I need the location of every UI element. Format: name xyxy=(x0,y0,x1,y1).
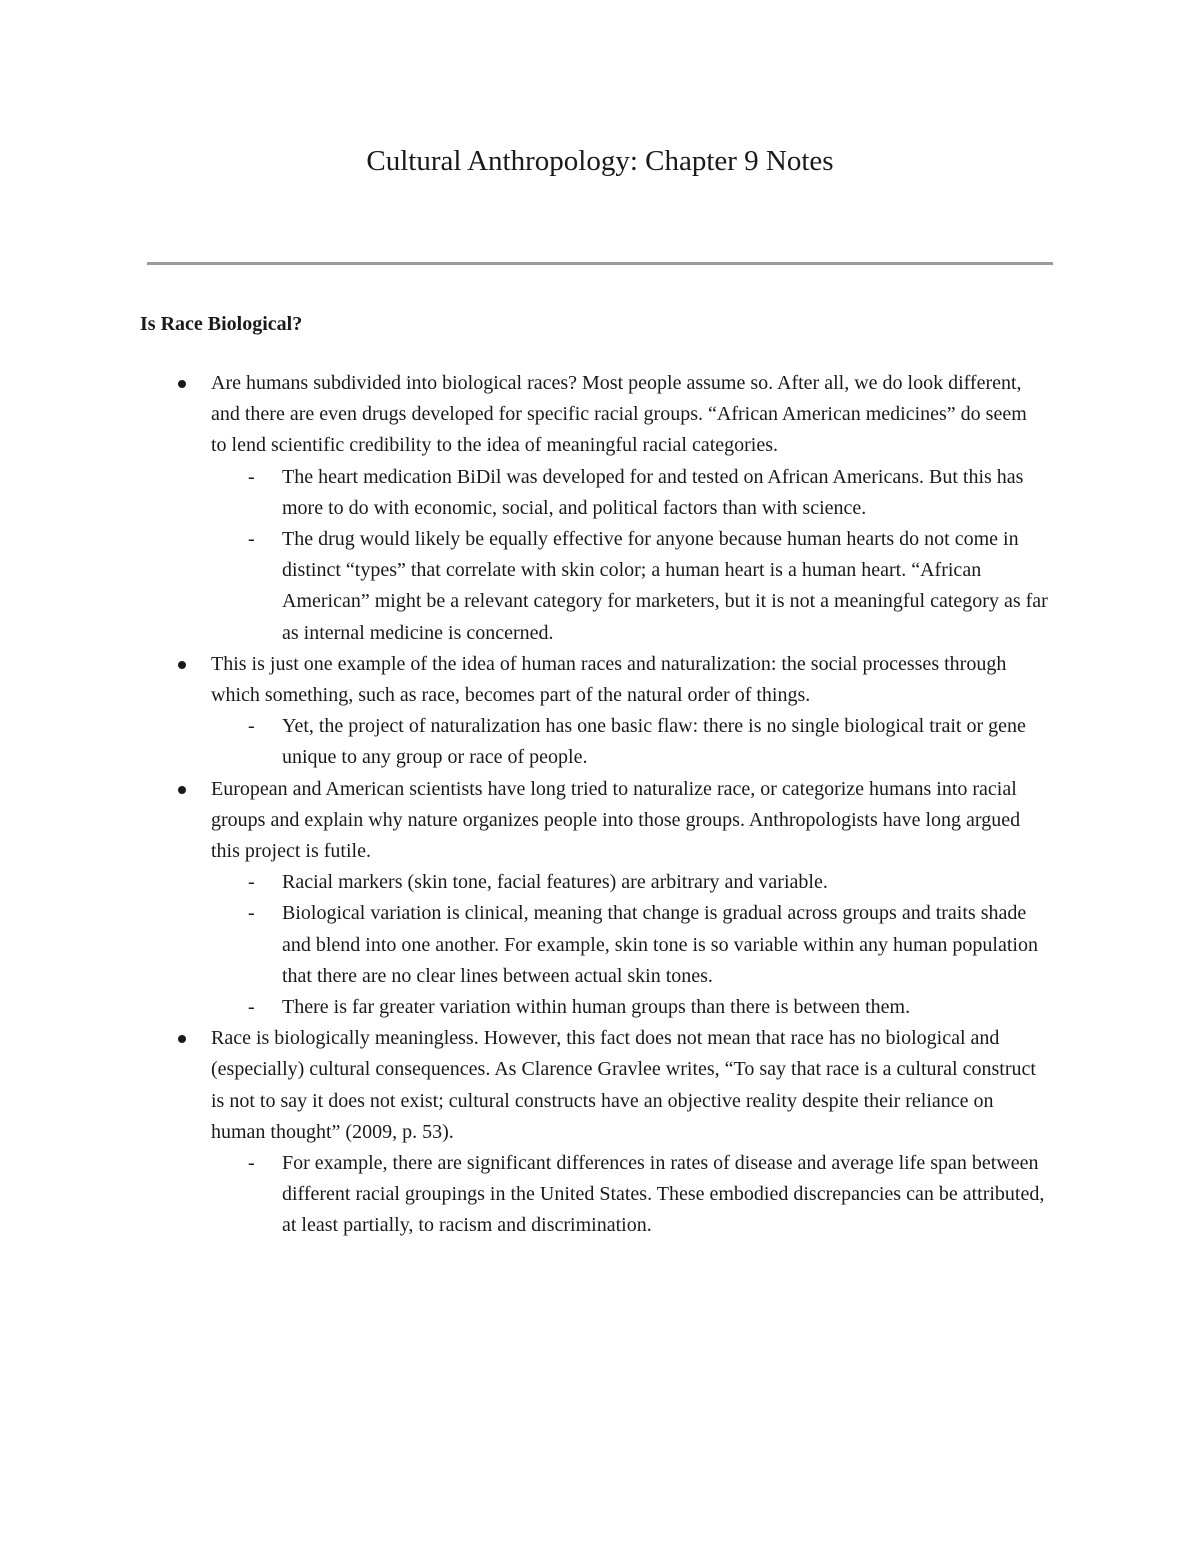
sub-item xyxy=(0,898,1052,992)
horizontal-divider xyxy=(147,262,1053,265)
bullet-text: European and American scientists have long tried to naturalize race, or categorize humans into racial groups and explain why nature organizes people into those groups. Anthropologists have long argued this project is futile. xyxy=(211,777,1021,863)
bullet-item xyxy=(0,649,1041,711)
sub-item xyxy=(0,992,1052,1023)
dash-icon: - xyxy=(248,528,255,551)
sub-item-text: Yet, the project of naturalization has one basic flaw: there is no single biological trait or gene unique to any group or race of people. xyxy=(282,715,1026,769)
bullet-text: This is just one example of the idea of human races and naturalization: the social processes through which something, such as race, becomes part of the natural order of things. xyxy=(211,652,1007,707)
sub-item-text: Biological variation is clinical, meaning that change is gradual across groups and traits shade and blend into one another. For example, skin tone is so variable within any human population that there are no clear lines between actual skin tones. xyxy=(282,902,1038,987)
bullet-dot-icon xyxy=(178,661,186,669)
dash-icon: - xyxy=(248,1152,255,1175)
sub-item-text: The drug would likely be equally effective for anyone because human hearts do not come in distinct “types” that correlate with skin color; a human heart is a human heart. “African American” might be a relevant category for marketers, but it is not a meaningful category as far as internal medicine is concerned. xyxy=(282,528,1048,644)
sub-item xyxy=(0,462,1052,524)
bullet-item xyxy=(0,774,1041,868)
dash-icon: - xyxy=(248,715,255,738)
sub-item-text: Racial markers (skin tone, facial features) are arbitrary and variable. xyxy=(282,871,828,894)
sub-item xyxy=(0,867,1052,898)
sub-item xyxy=(0,1148,1052,1242)
dash-icon: - xyxy=(248,465,255,488)
page-title: Cultural Anthropology: Chapter 9 Notes xyxy=(366,145,834,177)
bullet-dot-icon xyxy=(178,1035,186,1043)
sub-item xyxy=(0,524,1052,649)
bullet-dot-icon xyxy=(178,786,186,794)
notes-list xyxy=(0,368,1200,1242)
bullet-item xyxy=(0,1023,1041,1148)
bullet-text: Are humans subdivided into biological races? Most people assume so. After all, we do look different, and there are even drugs developed for specific racial groups. “African American medicines” do seem to lend scientific credibility to the idea of meaningful racial categories. xyxy=(211,372,1027,457)
sub-item-text: The heart medication BiDil was developed for and tested on African Americans. But this has more to do with economic, social, and political factors than with science. xyxy=(282,465,1024,519)
dash-icon: - xyxy=(248,871,255,894)
sub-item-text: For example, there are significant differences in rates of disease and average life span between different racial groupings in the United States. These embodied discrepancies can be attributed, at least partially, to racism and discrimination. xyxy=(282,1152,1045,1237)
sub-item xyxy=(0,711,1052,773)
dash-icon: - xyxy=(248,996,255,1019)
bullet-dot-icon xyxy=(178,380,186,388)
bullet-text: Race is biologically meaningless. However, this fact does not mean that race has no biological and (especially) cultural consequences. As Clarence Gravlee writes, “To say that race is a cultural construct is not to say it does not exist; cultural constructs have an objective reality despite their reliance on human thought” (2009, p. 53). xyxy=(211,1027,1036,1143)
section-heading: Is Race Biological? xyxy=(140,313,303,335)
bullet-item xyxy=(0,368,1041,462)
dash-icon: - xyxy=(248,902,255,925)
sub-item-text: There is far greater variation within human groups than there is between them. xyxy=(282,996,911,1019)
